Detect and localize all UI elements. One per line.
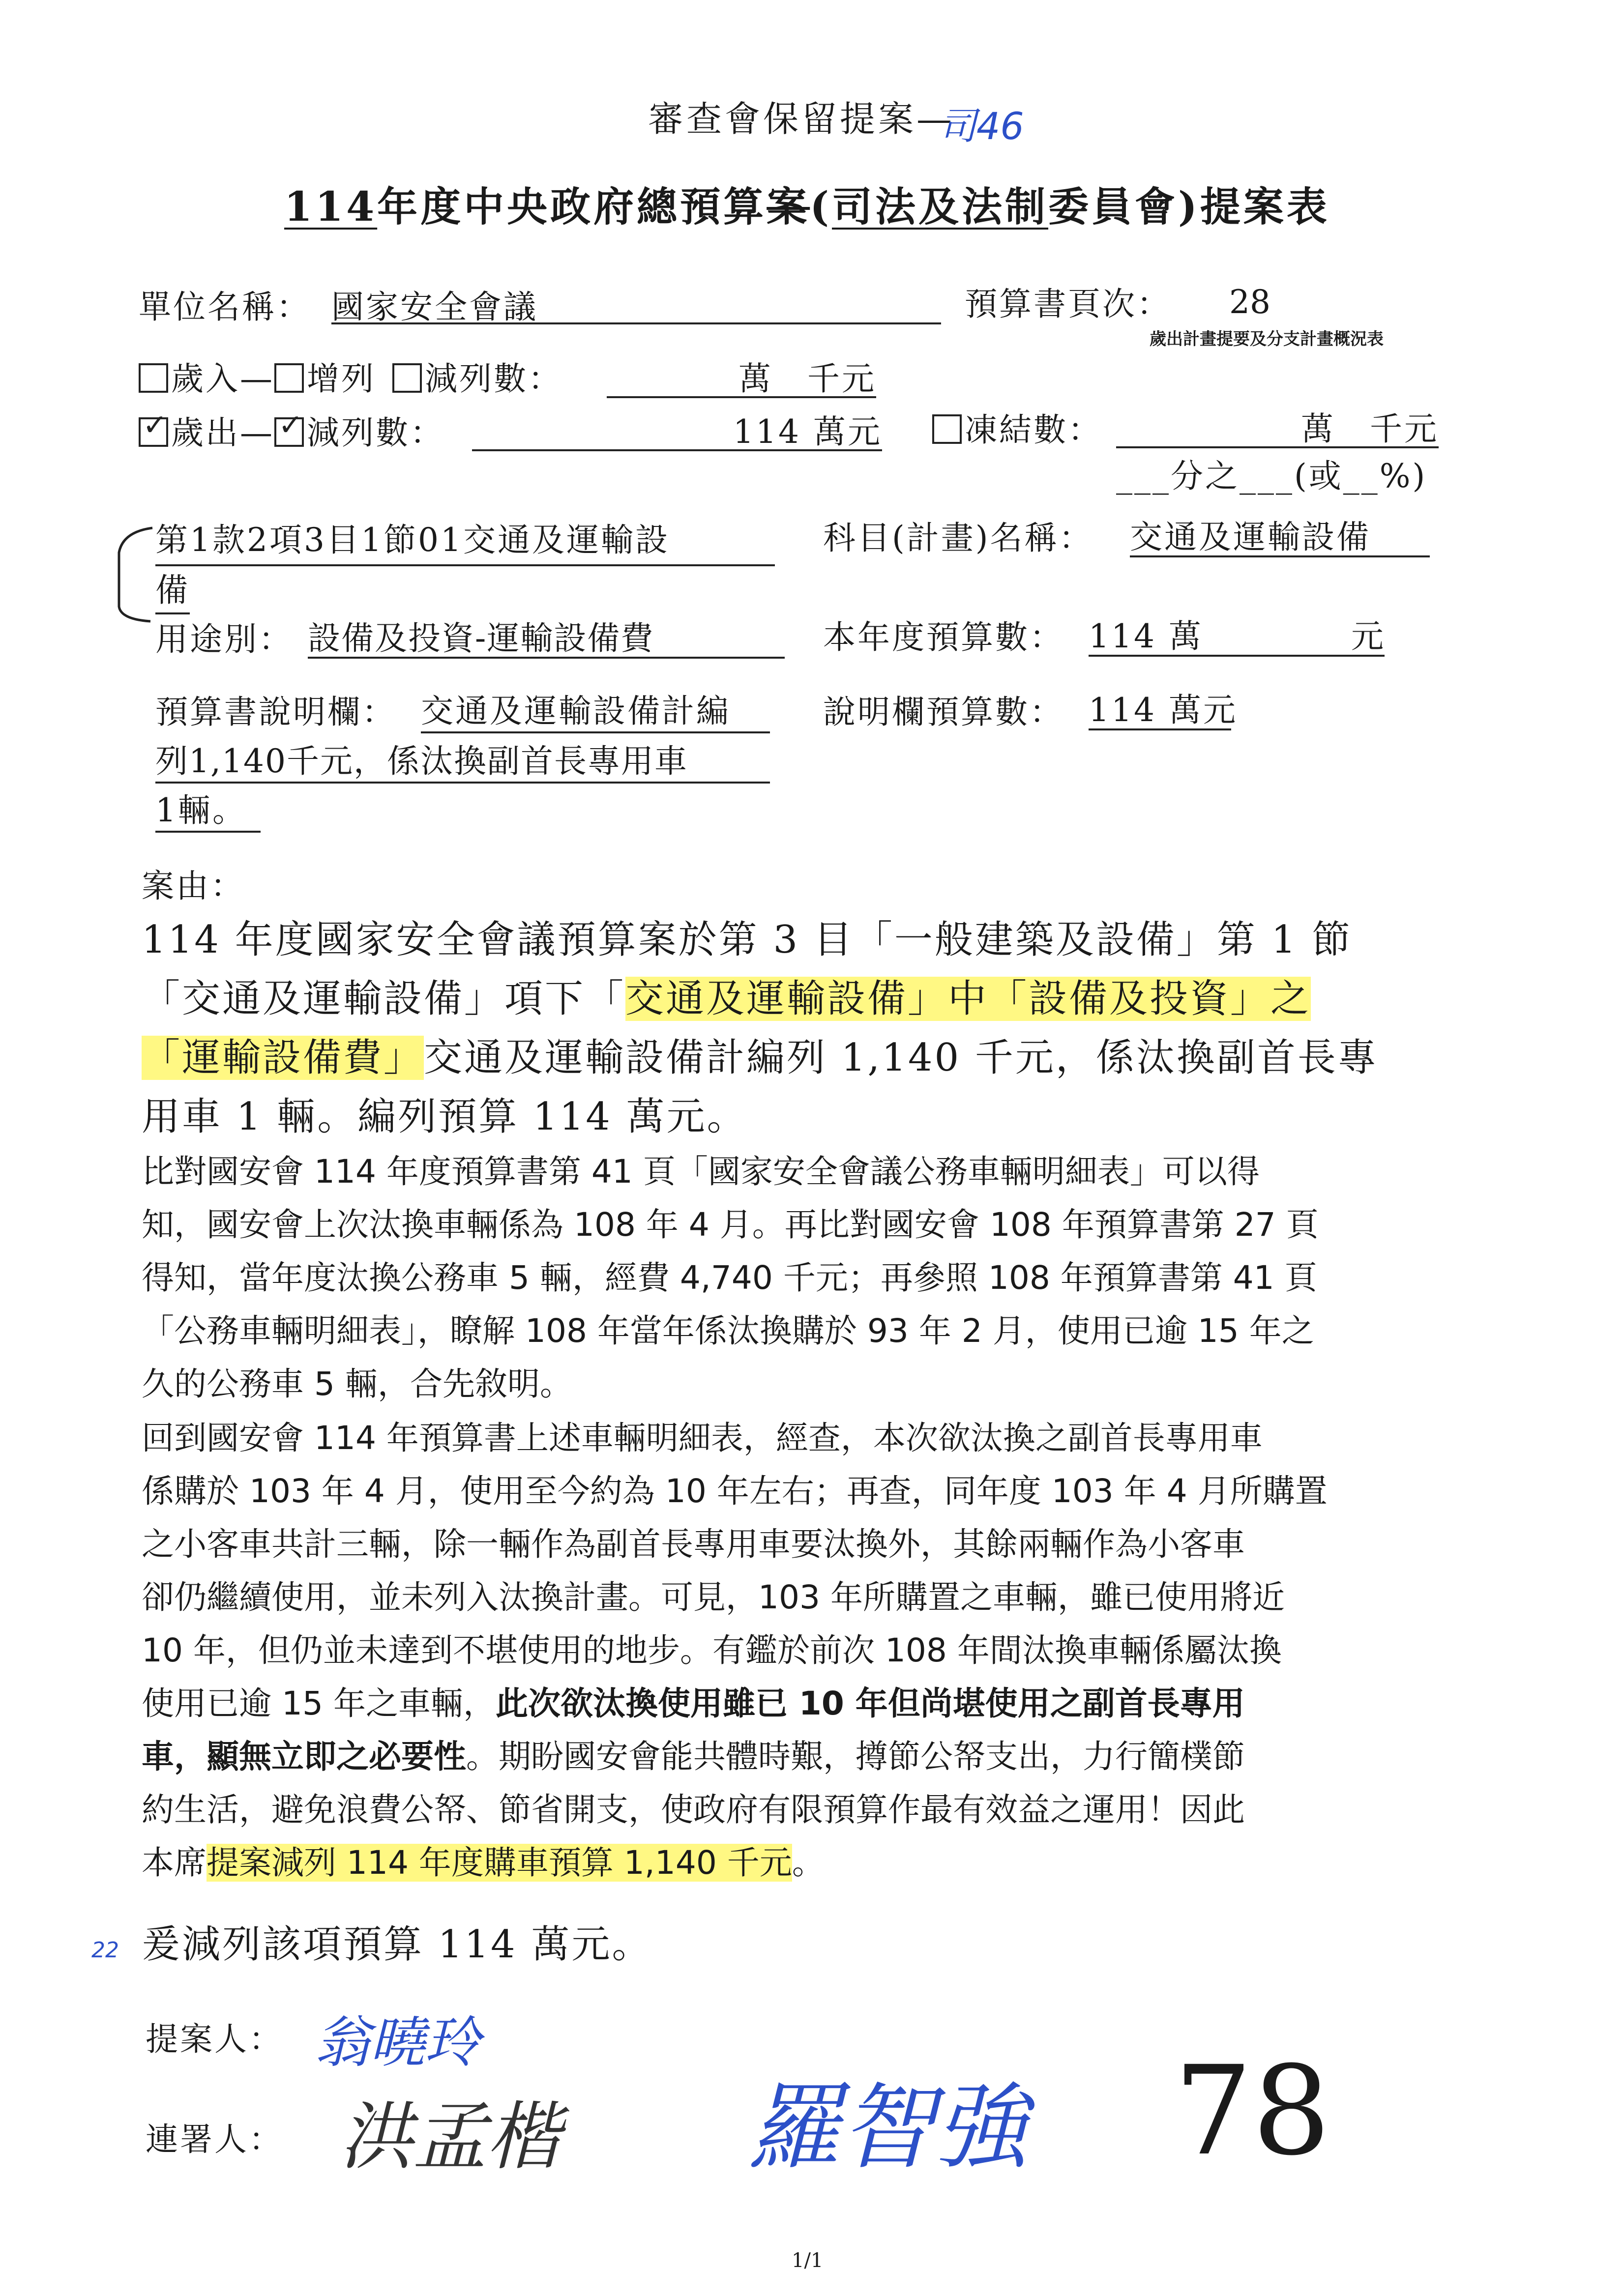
handwritten-mark: 22 [91, 1938, 119, 1963]
handwritten-bracket [108, 523, 157, 626]
title-committee: 司法及法制 [832, 183, 1049, 231]
this-year-label: 本年度預算數： [823, 618, 1064, 656]
title-paren: ( [810, 183, 832, 231]
body-p2-line: 卻仍繼續使用，並未列入汰換計畫。可見，103 年所購置之車輛，雖已使用將近 [142, 1578, 1285, 1616]
expense-decrease-label: 減列數： [307, 414, 444, 452]
subject-item-line1: 第1款2項3目1節01交通及運輸設 [155, 521, 670, 559]
reason-label: 案由： [142, 867, 245, 905]
body-p1-line: 知，國安會上次汰換車輛係為 108 年 4 月。再比對國安會 108 年預算書第 27 頁 [142, 1206, 1319, 1244]
desc-amount-label: 說明欄預算數： [823, 693, 1064, 731]
this-year-unit: 元 [1351, 617, 1384, 655]
freeze-checkbox[interactable] [932, 414, 962, 444]
proposer-signature: 翁曉玲 [315, 2011, 480, 2075]
income-checkbox[interactable] [139, 363, 168, 393]
usage-value: 設備及投資-運輸設備費 [308, 622, 785, 659]
page-ref-label: 預算書頁次： [965, 285, 1171, 323]
reason-line3 [142, 1028, 1378, 1087]
subject-name-value: 交通及運輸設備 [1130, 521, 1430, 557]
reason-line3-post: 交通及運輸設備計編列 1,140 千元，係汰換副首長專 [424, 1036, 1378, 1080]
body-p2-line-highlight [142, 1836, 1328, 1889]
desc-line2: 列1,140千元，係汰換副首長專用車 [155, 742, 688, 780]
freeze-row [932, 411, 1102, 449]
desc-label: 預算書說明欄： [155, 693, 396, 731]
body-p1-line: 久的公務車 5 輛，合先敘明。 [142, 1365, 572, 1403]
freeze-label: 凍結數： [965, 411, 1102, 449]
body-p1-line: 得知，當年度汰換公務車 5 輛，經費 4,740 千元；再參照 108 年預算書第 41 頁 [142, 1259, 1317, 1297]
form-title [284, 175, 1330, 233]
desc-line3: 1輛。 [155, 791, 247, 829]
desc-underline2 [155, 782, 770, 784]
this-year-value: 114 萬 [1089, 620, 1385, 657]
unit-label: 單位名稱： [139, 288, 311, 326]
body-para1 [142, 1145, 1319, 1411]
body-mix-l7-bold: 車，顯無立即之必要性 [142, 1738, 466, 1775]
expense-row [139, 414, 444, 452]
reason-line3-highlight: 「運輸設備費」 [142, 1036, 424, 1080]
page-footer: 1/1 [792, 2249, 824, 2272]
body-mix-l9-highlight: 提案減列 114 年度購車預算 1,140 千元 [207, 1844, 792, 1882]
expense-checkbox[interactable] [139, 417, 168, 447]
body-mix-l7-post: 。期盼國安會能共體時艱，撙節公帑支出，力行簡樸節 [466, 1738, 1245, 1775]
body-p2-line: 回到國安會 114 年預算書上述車輛明細表，經查，本次欲汰換之副首長專用車 [142, 1419, 1263, 1457]
income-amount: 萬 千元 [607, 363, 876, 398]
desc-underline1 [421, 731, 770, 733]
cosigner-label: 連署人： [146, 2121, 283, 2158]
reserve-stamp-label: 審查會保留提案— [648, 98, 955, 140]
freeze-amount: 萬 千元 [1116, 413, 1439, 448]
page-ref-sub: 歲出計畫提要及分支計畫概況表 [1150, 329, 1384, 349]
expense-amount: 114 萬元 [472, 416, 882, 451]
expense-label: 歲出— [171, 414, 274, 452]
body-p1-line: 比對國安會 114 年度預算書第 41 頁「國家安全會議公務車輛明細表」可以得 [142, 1153, 1260, 1191]
title-text-a: 年度中央政府總預算 [377, 183, 767, 231]
body-mix-l9-pre: 本席 [142, 1844, 207, 1882]
income-label: 歲入— [171, 360, 274, 398]
decrease-label: 減列數： [425, 360, 562, 398]
body-mix-l6-bold: 此次欲汰換使用雖已 10 年但尚堪使用之副首長專用 [495, 1685, 1245, 1722]
title-year: 114 [284, 183, 378, 231]
reason-line2-highlight: 交通及運輸設備」中「設備及投資」之 [625, 977, 1311, 1021]
freeze-ratio: ___分之___(或__%) [1116, 457, 1427, 495]
proposer-label: 提案人： [146, 2020, 283, 2058]
reason-line1: 114 年度國家安全會議預算案於第 3 目「一般建築及設備」第 1 節 [142, 918, 1353, 962]
unit-value: 國家安全會議 [331, 291, 941, 324]
body-mix-l6-pre: 使用已逾 15 年之車輛， [142, 1685, 496, 1722]
body-p2-line: 係購於 103 年 4 月，使用至今約為 10 年左右；再查，同年度 103 年 4 月所購置 [142, 1472, 1328, 1510]
desc-line1: 交通及運輸設備計編 [421, 692, 731, 730]
income-row [139, 360, 562, 398]
reason-line4: 用車 1 輛。編列預算 114 萬元。 [142, 1095, 747, 1139]
title-struck-word: 案 [767, 183, 810, 231]
decrease-checkbox[interactable] [392, 363, 422, 393]
body-mix-l9-post: 。 [792, 1844, 825, 1882]
reason-line2-pre: 「交通及運輸設備」項下「 [142, 977, 626, 1021]
body-p2-line-bold-mix [142, 1677, 1328, 1730]
subject-name-label: 科目(計畫)名稱： [823, 519, 1093, 557]
desc-amount-value: 114 萬元 [1089, 694, 1231, 730]
cosigner-signature-2: 羅智強 [747, 2073, 1028, 2182]
subject-item-line2: 備 [155, 571, 190, 609]
title-text-b: 委員會)提案表 [1048, 183, 1330, 231]
reason-line2 [142, 969, 1311, 1028]
cosigner-signature-1: 洪孟楷 [339, 2094, 561, 2180]
body-p2-line: 約生活，避免浪費公帑、節省開支，使政府有限預算作最有效益之運用！因此 [142, 1791, 1245, 1829]
subject-item-underline [155, 564, 775, 566]
subject-item-underline2 [155, 612, 190, 614]
body-p2-line: 之小客車共計三輛，除一輛作為副首長專用車要汰換外，其餘兩輛作為小客車 [142, 1525, 1245, 1563]
sheet-number: 78 [1174, 2039, 1331, 2182]
body-para2 [142, 1412, 1328, 1889]
expense-decrease-checkbox[interactable] [274, 417, 304, 447]
increase-label: 增列 [307, 360, 376, 398]
conclusion-text: 爰減列該項預算 114 萬元。 [142, 1922, 652, 1967]
usage-label: 用途別： [155, 620, 293, 658]
body-p2-line-bold-mix2 [142, 1730, 1328, 1783]
handwritten-code: 司46 [939, 104, 1024, 148]
body-p2-line: 10 年，但仍並未達到不堪使用的地步。有鑑於前次 108 年間汰換車輛係屬汰換 [142, 1631, 1282, 1669]
page-ref-value: 28 [1229, 283, 1270, 321]
desc-underline3 [155, 831, 261, 833]
body-p1-line: 「公務車輛明細表」，瞭解 108 年當年係汰換購於 93 年 2 月，使用已逾 15 年之 [142, 1312, 1314, 1350]
increase-checkbox[interactable] [274, 363, 304, 393]
